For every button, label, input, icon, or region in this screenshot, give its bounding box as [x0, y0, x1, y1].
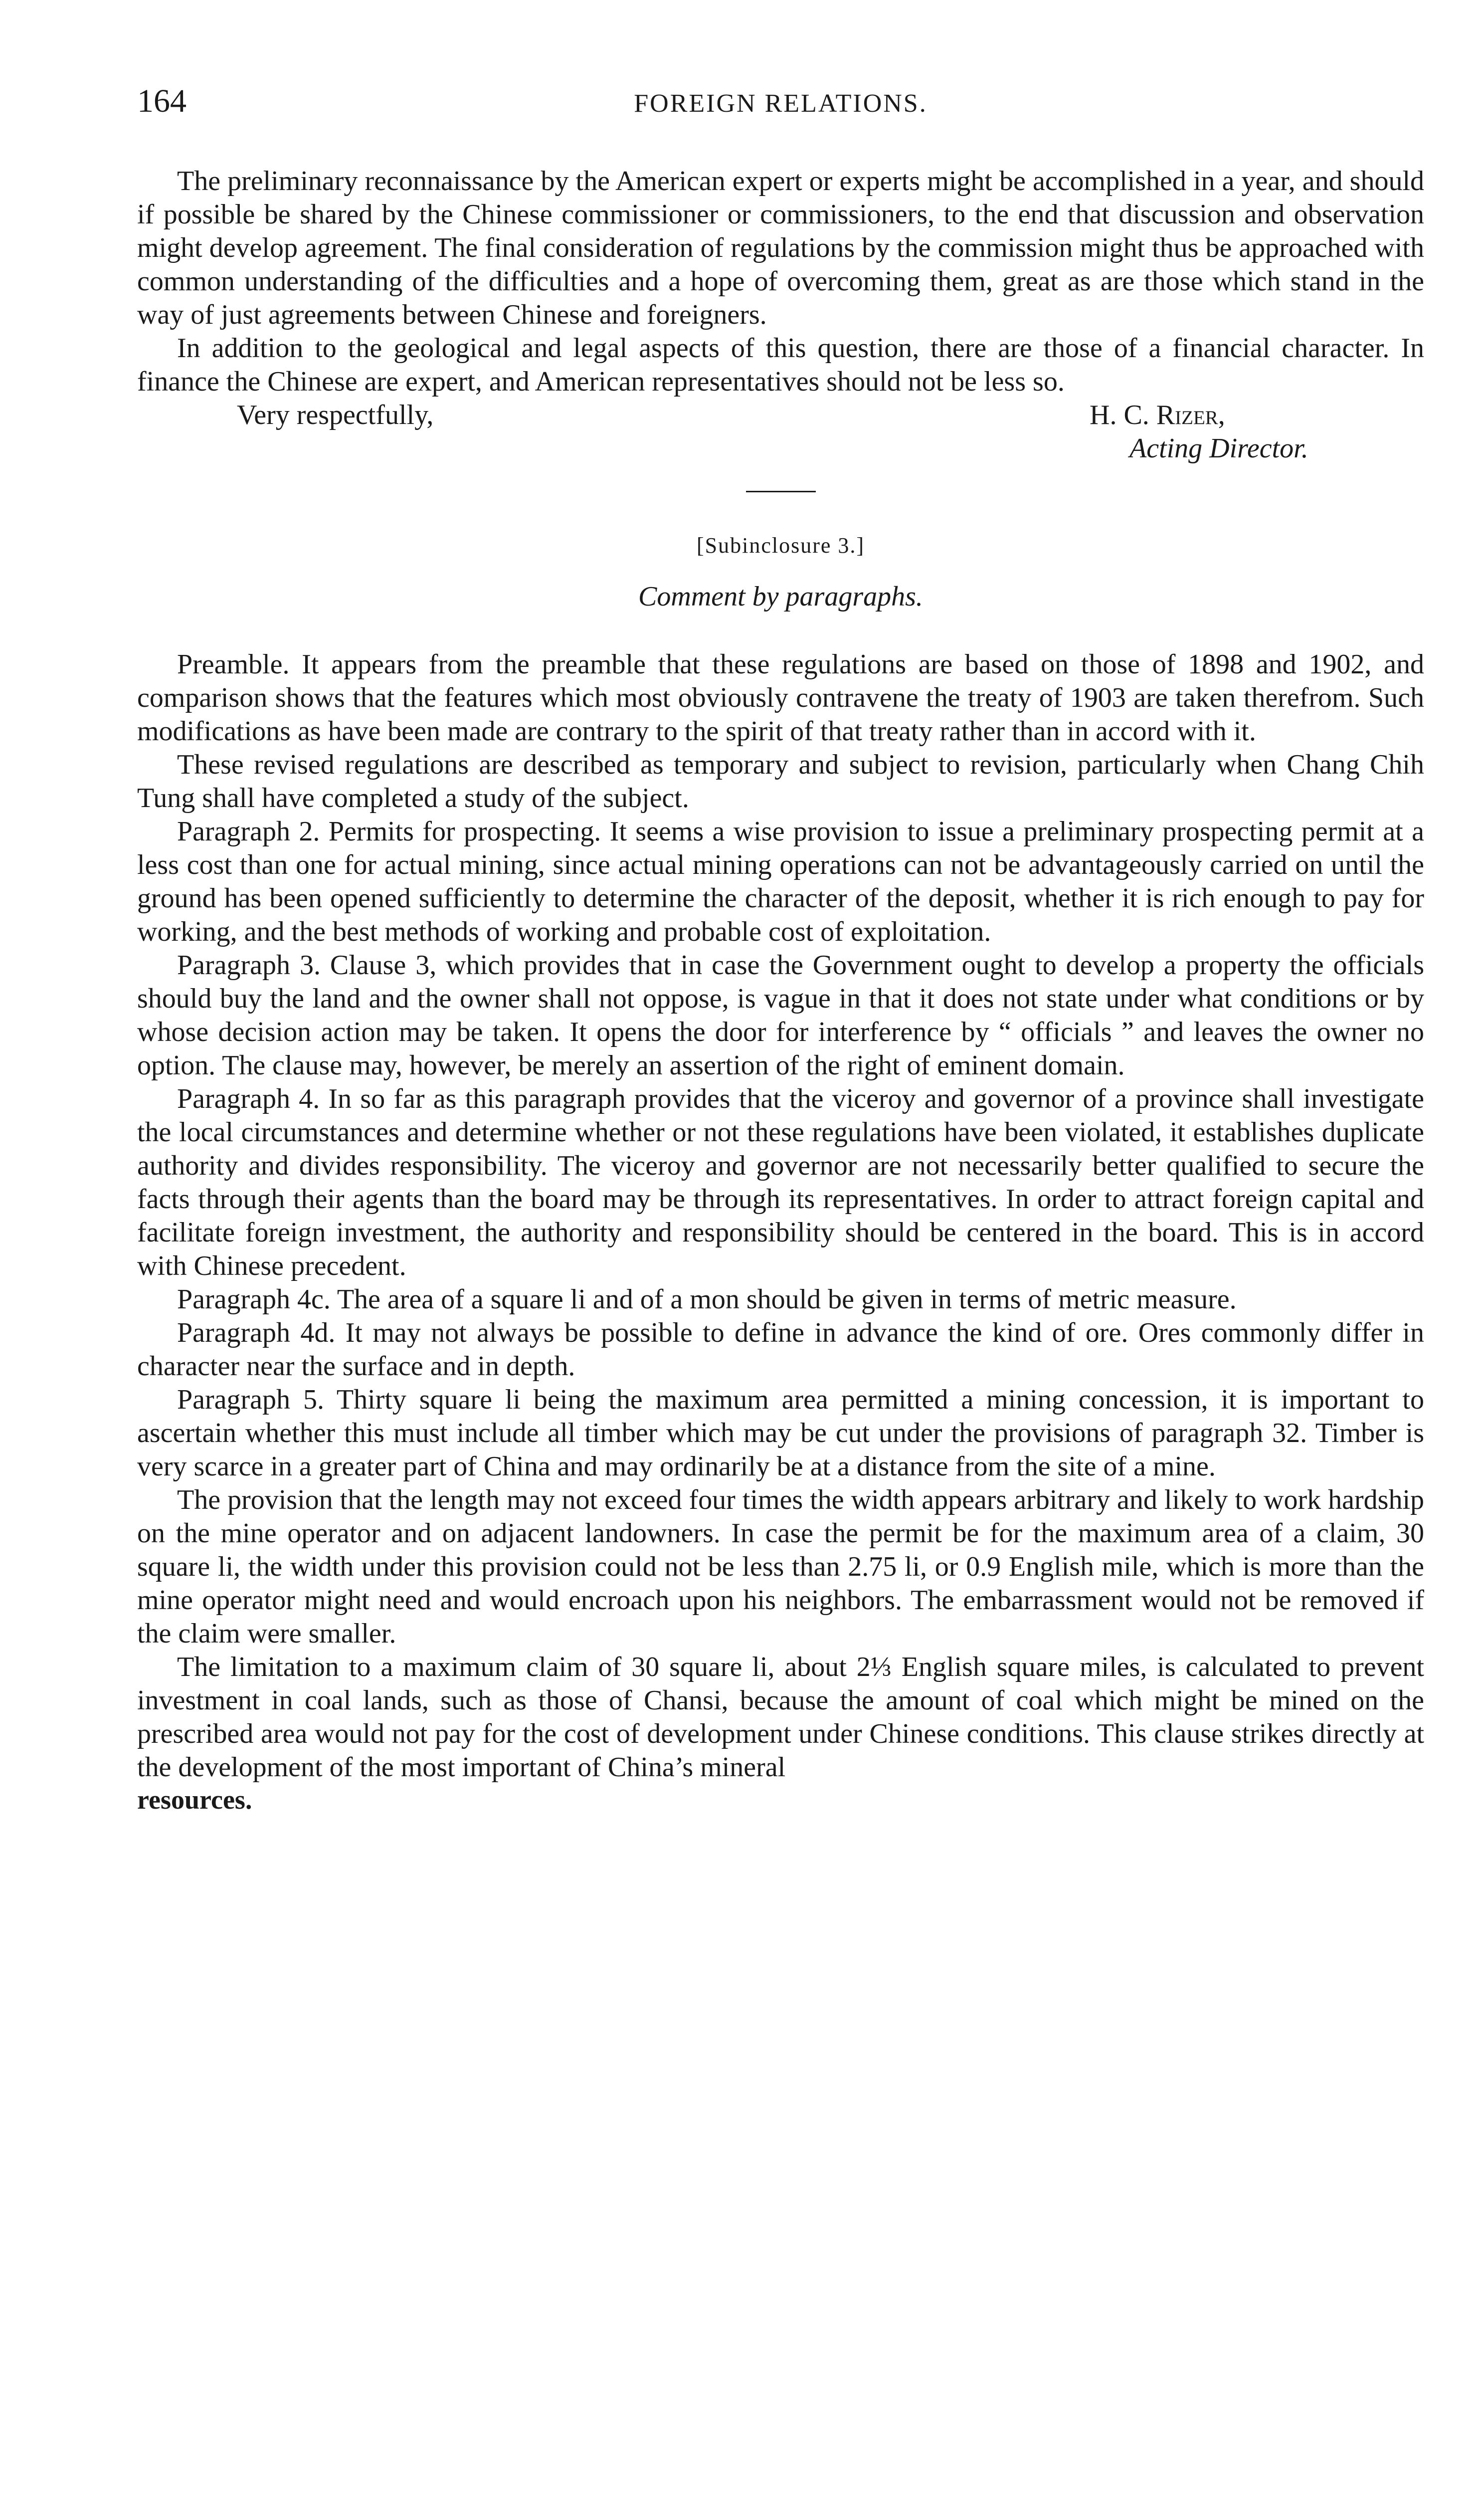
comment-paragraph: Paragraph 5. Thirty square li being the maximum area permitted a mining concession, it is important to ascertain whether this must include all timber which may be cut under the provisions of paragraph 32. Timber is very scarce in a greater part of China and may ordinarily be at a distance from the site of a mine.: [137, 1384, 1424, 1482]
letter-paragraph: In addition to the geological and legal aspects of this question, there are those of a financial character. In finance the Chinese are expert, and American representatives should not be less so.: [137, 333, 1424, 397]
section-title: Comment by paragraphs.: [638, 581, 923, 612]
running-head: FOREIGN RELATIONS.: [634, 89, 928, 118]
comment-paragraph: The provision that the length may not exceed four times the width appears arbitrary and likely to work hardship on the mine operator and on adjacent landowners. In case the permit be for the maximum area of a claim, 30 square li, the width under this provision could not be less than 2.75 li, or 0.9 English mile, which is more than the mine operator might need and would encroach upon his neighbors. The embarrassment would not be removed if the claim were smaller.: [137, 1484, 1424, 1649]
comments-body: [137, 648, 1424, 1815]
signature-title: Acting Director.: [1129, 433, 1308, 464]
page-header: [137, 85, 1424, 135]
comment-paragraph: Paragraph 4. In so far as this paragraph provides that the viceroy and governor of a province shall investigate the local circumstances and determine whether or not these regulations have been violated, it establishes duplicate authority and divides responsibility. The viceroy and governor are not necessarily better qualified to secure the facts through their agents than the board may be through its representatives. In order to attract foreign capital and facilitate foreign investment, the authority and responsibility should be centered in the board. This is in accord with Chinese precedent.: [137, 1083, 1424, 1281]
comment-paragraph: Paragraph 4c. The area of a square li and of a mon should be given in terms of metric measure.: [177, 1284, 1237, 1315]
comment-paragraph: Paragraph 4d. It may not always be possible to define in advance the kind of ore. Ores commonly differ in character near the surface and in depth.: [137, 1317, 1424, 1382]
closing: Very respectfully,: [237, 400, 434, 430]
last-line: resources.: [137, 1785, 252, 1815]
comment-paragraph: Preamble. It appears from the preamble that these regulations are based on those of 1898 and 1902, and comparison shows that the features which most obviously contravene the treaty of 1903 are taken therefrom. Such modifications as have been made are contrary to the spirit of that treaty rather than in accord with it.: [137, 649, 1424, 747]
comment-paragraph: Paragraph 2. Permits for prospecting. It seems a wise provision to issue a preliminary prospecting permit at a less cost than one for actual mining, since actual mining operations can not be advantageously carried on until the ground has been opened sufficiently to determine the character of the deposit, whether it is rich enough to pay for working, and the best methods of working and probable cost of exploitation.: [137, 816, 1424, 947]
letter-signoff: [137, 399, 1424, 468]
signature-name: H. C. Rizer,: [1090, 400, 1225, 430]
section-divider: [746, 491, 816, 492]
comment-paragraph: The limitation to a maximum claim of 30 square li, about 2⅓ English square miles, is calculated to prevent investment in coal lands, such as those of Chansi, because the amount of coal which might be mined on the prescribed area would not pay for the cost of development under Chinese conditions. This clause strikes directly at the development of the most important of China’s mineral: [137, 1652, 1424, 1783]
letter-body: [137, 165, 1424, 468]
comment-paragraph: These revised regulations are described as temporary and subject to revision, particularly when Chang Chih Tung shall have completed a study of the subject.: [137, 749, 1424, 814]
subenclosure-label: [Subinclosure 3.]: [696, 533, 865, 558]
comment-paragraph: Paragraph 3. Clause 3, which provides that in case the Government ought to develop a property the officials should buy the land and the owner shall not oppose, is vague in that it does not state under what conditions or by whose decision action may be taken. It opens the door for interference by “ officials ” and leaves the owner no option. The clause may, however, be merely an assertion of the right of eminent domain.: [137, 950, 1424, 1081]
page-number: 164: [137, 83, 186, 119]
letter-paragraph: The preliminary reconnaissance by the American expert or experts might be accomplished in a year, and should if possible be shared by the Chinese commissioner or commissioners, to the end that discussion and observation might develop agreement. The final consideration of regulations by the commission might thus be approached with common understanding of the difficulties and a hope of overcoming them, great as are those which stand in the way of just agreements between Chinese and foreigners.: [137, 166, 1424, 330]
